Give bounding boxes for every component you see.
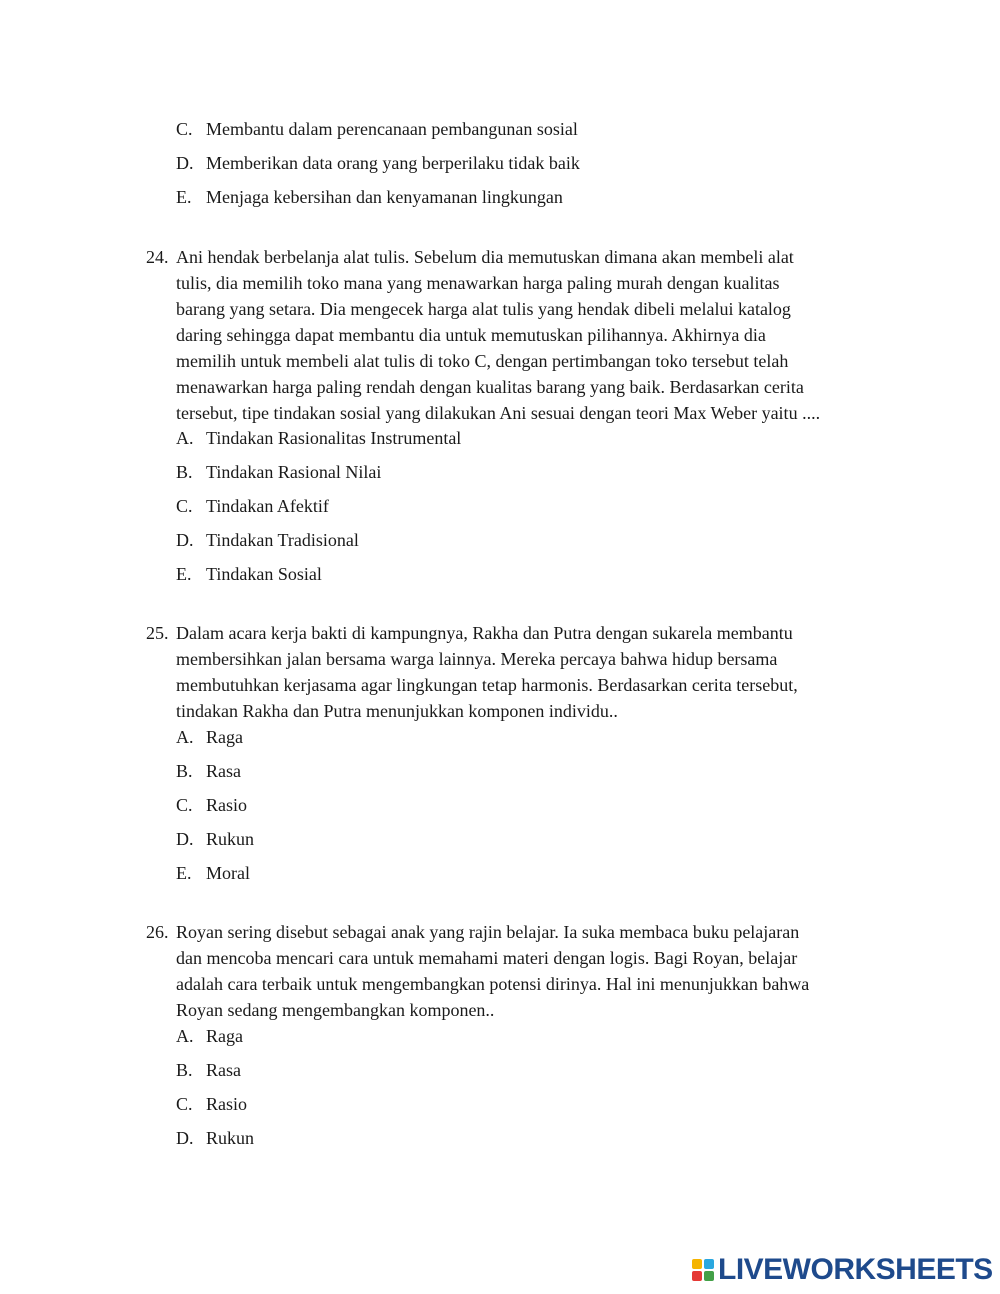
option-text: Moral [206,863,250,883]
option-text: Rasio [206,795,248,815]
question-number: 24. [146,247,169,267]
option-e [176,186,563,208]
stem-line: adalah cara terbaik untuk mengembangkan potensi dirinya. Hal ini menunjukkan bahwa [176,974,810,994]
stem-line: Ani hendak berbelanja alat tulis. Sebelum dia memutuskan dimana akan membeli alat [176,247,794,267]
logo-blocks-icon [692,1259,714,1281]
option-letter: B. [176,462,193,482]
option-text: Tindakan Rasional Nilai [206,462,382,482]
option-a [176,726,243,748]
stem-line: barang yang setara. Dia mengecek harga alat tulis yang hendak dibeli melalui katalog [176,299,791,319]
option-d [176,152,580,174]
stem-line: tindakan Rakha dan Putra menunjukkan komponen individu.. [176,701,618,721]
option-text: Tindakan Tradisional [206,530,359,550]
option-text: Rukun [206,829,255,849]
option-letter: D. [176,1128,194,1148]
option-letter: C. [176,1094,193,1114]
option-letter: D. [176,530,194,550]
option-letter: A. [176,1026,194,1046]
option-letter: D. [176,829,194,849]
stem-line: Royan sedang mengembangkan komponen.. [176,1000,495,1020]
option-d [176,529,359,551]
option-b [176,1059,241,1081]
option-c [176,1093,247,1115]
option-letter: E. [176,863,192,883]
option-text: Tindakan Afektif [206,496,329,516]
option-c [176,794,247,816]
option-b [176,461,381,483]
option-letter: E. [176,187,192,207]
option-text: Rasa [206,761,241,781]
option-text: Rasio [206,1094,248,1114]
question-24 [146,244,906,426]
option-letter: B. [176,761,193,781]
stem-line: daring sehingga dapat membantu dia untuk memutuskan pilihannya. Akhirnya dia [176,325,766,345]
option-e [176,862,250,884]
option-letter: B. [176,1060,193,1080]
option-text: Raga [206,727,243,747]
option-d [176,828,254,850]
option-letter: D. [176,153,194,173]
option-e [176,563,322,585]
option-b [176,760,241,782]
option-a [176,1025,243,1047]
option-text: Menjaga kebersihan dan kenyamanan lingkungan [206,187,563,207]
stem-line: tulis, dia memilih toko mana yang menawarkan harga paling murah dengan kualitas [176,273,780,293]
question-stem [176,620,906,724]
logo-block [692,1259,702,1269]
option-c [176,495,329,517]
option-a [176,427,461,449]
stem-line: Royan sering disebut sebagai anak yang rajin belajar. Ia suka membaca buku pelajaran [176,922,800,942]
option-letter: C. [176,795,193,815]
stem-line: membutuhkan kerjasama agar lingkungan tetap harmonis. Berdasarkan cerita tersebut, [176,675,798,695]
option-letter: A. [176,428,194,448]
question-stem [176,919,906,1023]
question-25 [146,620,906,724]
option-text: Raga [206,1026,243,1046]
stem-line: membersihkan jalan bersama warga lainnya. Mereka percaya bahwa hidup bersama [176,649,778,669]
option-letter: C. [176,496,193,516]
logo-block [692,1271,702,1281]
stem-line: tersebut, tipe tindakan sosial yang dilakukan Ani sesuai dengan teori Max Weber yaitu .... [176,403,821,423]
logo-text: LIVEWORKSHEETS [718,1253,993,1286]
option-text: Membantu dalam perencanaan pembangunan sosial [206,119,578,139]
question-26 [146,919,906,1023]
option-text: Rasa [206,1060,241,1080]
option-text: Memberikan data orang yang berperilaku tidak baik [206,153,580,173]
option-letter: A. [176,727,194,747]
question-number: 26. [146,922,169,942]
liveworksheets-logo [692,1254,993,1286]
option-text: Tindakan Sosial [206,564,322,584]
option-letter: E. [176,564,192,584]
option-d [176,1127,254,1149]
stem-line: menawarkan harga paling rendah dengan kualitas barang yang baik. Berdasarkan cerita [176,377,804,397]
stem-line: memilih untuk membeli alat tulis di toko C, dengan pertimbangan toko tersebut telah [176,351,789,371]
stem-line: dan mencoba mencari cara untuk memahami materi dengan logis. Bagi Royan, belajar [176,948,798,968]
option-letter: C. [176,119,193,139]
stem-line: Dalam acara kerja bakti di kampungnya, Rakha dan Putra dengan sukarela membantu [176,623,793,643]
logo-block [704,1259,714,1269]
option-text: Tindakan Rasionalitas Instrumental [206,428,462,448]
question-number: 25. [146,623,169,643]
option-text: Rukun [206,1128,255,1148]
option-c [176,118,578,140]
logo-block [704,1271,714,1281]
question-stem [176,244,906,426]
